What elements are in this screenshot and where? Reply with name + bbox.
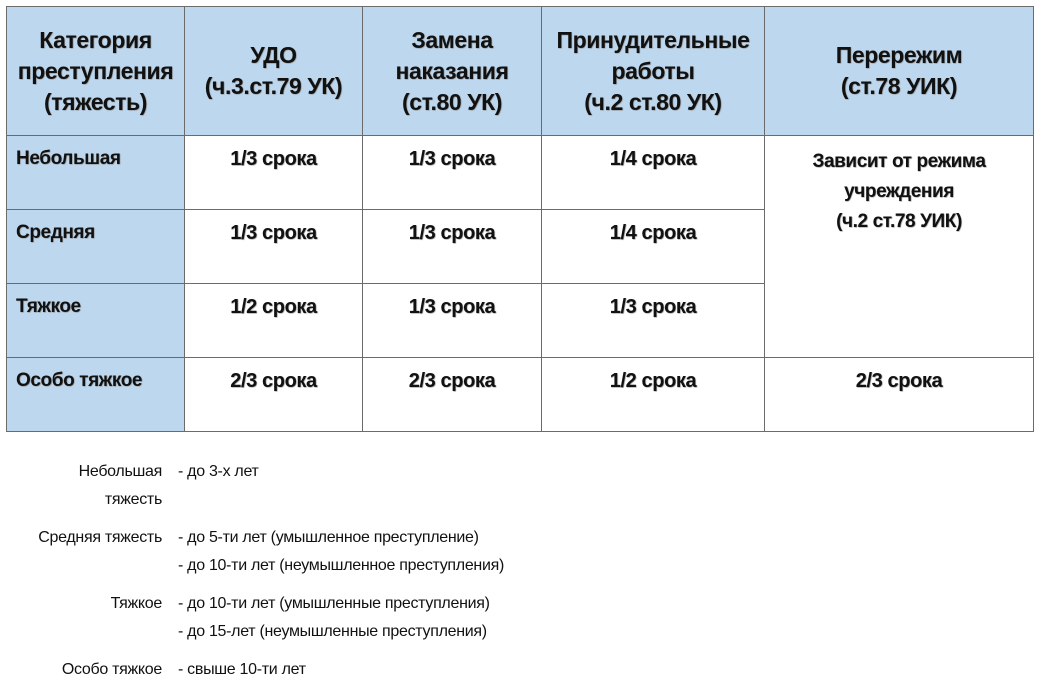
- forced-labor-cell: 1/4 срока: [542, 210, 765, 284]
- header-forced-labor-line-3: (ч.2 ст.80 УК): [584, 88, 722, 115]
- forced-labor-cell: 1/4 срока: [542, 136, 765, 210]
- header-udo-line-1: УДО: [250, 42, 297, 68]
- severity-legend: [0, 458, 1042, 694]
- header-regime-change: [765, 7, 1034, 136]
- header-forced-labor-line-2: работы: [611, 57, 695, 84]
- header-category-line-1: Категория: [39, 26, 152, 53]
- udo-cell: 1/3 срока: [185, 136, 363, 210]
- legend-term-line-1: Тяжкое: [110, 595, 162, 612]
- parole-table-container: [6, 6, 1033, 432]
- legend-term: [0, 656, 178, 684]
- legend-term-line-1: Средняя тяжесть: [38, 529, 162, 546]
- header-regime-line-2: (ст.78 УИК): [840, 73, 958, 99]
- legend-description: [178, 524, 504, 580]
- legend-term: [0, 524, 178, 580]
- category-cell: Средняя: [7, 210, 185, 284]
- legend-description: [178, 590, 490, 646]
- legend-term: [0, 458, 178, 514]
- legend-item-especially-grave: [0, 656, 1042, 684]
- regime-merged-line-3: (ч.2 ст.78 УИК): [836, 211, 962, 232]
- legend-item-medium: [0, 524, 1042, 580]
- category-cell: Особо тяжкое: [7, 358, 185, 432]
- regime-merged-line-1: Зависит от режима: [812, 151, 986, 172]
- legend-description: [178, 656, 306, 684]
- replacement-cell: 1/3 срока: [363, 284, 542, 358]
- parole-table: [6, 6, 1034, 432]
- category-cell: Небольшая: [7, 136, 185, 210]
- legend-desc-line-2: - до 15-лет (неумышленные преступления): [178, 623, 487, 640]
- header-udo: [185, 7, 363, 136]
- header-row: [7, 7, 1034, 136]
- legend-term-line-2: тяжесть: [104, 491, 162, 508]
- header-udo-line-2: (ч.3.ст.79 УК): [204, 73, 343, 99]
- header-category-line-3: (тяжесть): [43, 88, 148, 115]
- legend-term: [0, 590, 178, 646]
- legend-item-grave: [0, 590, 1042, 646]
- legend-term-line-1: Особо тяжкое: [61, 661, 162, 678]
- legend-desc-line-1: - до 5-ти лет (умышленное преступление): [178, 529, 479, 546]
- header-replacement: [363, 7, 542, 136]
- legend-desc-line-2: - до 10-ти лет (неумышленное преступления): [178, 557, 504, 574]
- header-replacement-line-1: Замена: [411, 26, 493, 53]
- regime-merged-line-2: учреждения: [844, 181, 954, 202]
- legend-item-minor: [0, 458, 1042, 514]
- regime-cell: 2/3 срока: [765, 358, 1034, 432]
- legend-description: [178, 458, 259, 514]
- replacement-cell: 1/3 срока: [363, 136, 542, 210]
- category-cell: Тяжкое: [7, 284, 185, 358]
- header-forced-labor-line-1: Принудительные: [556, 26, 750, 53]
- udo-cell: 2/3 срока: [185, 358, 363, 432]
- forced-labor-cell: 1/3 срока: [542, 284, 765, 358]
- replacement-cell: 2/3 срока: [363, 358, 542, 432]
- header-category-line-2: преступления: [17, 57, 174, 84]
- table-row: [7, 136, 1034, 210]
- forced-labor-cell: 1/2 срока: [542, 358, 765, 432]
- header-forced-labor: [542, 7, 765, 136]
- udo-cell: 1/2 срока: [185, 284, 363, 358]
- header-regime-line-1: Перережим: [835, 42, 963, 68]
- legend-desc-line-1: - до 10-ти лет (умышленные преступления): [178, 595, 490, 612]
- legend-term-line-1: Небольшая: [78, 463, 162, 480]
- regime-merged-cell: [765, 136, 1034, 358]
- header-category: [7, 7, 185, 136]
- legend-desc-line-1: - свыше 10-ти лет: [178, 661, 306, 678]
- udo-cell: 1/3 срока: [185, 210, 363, 284]
- header-replacement-line-2: наказания: [395, 57, 509, 84]
- header-replacement-line-3: (ст.80 УК): [401, 88, 503, 115]
- replacement-cell: 1/3 срока: [363, 210, 542, 284]
- table-row: [7, 358, 1034, 432]
- legend-desc-line-1: - до 3-х лет: [178, 463, 259, 480]
